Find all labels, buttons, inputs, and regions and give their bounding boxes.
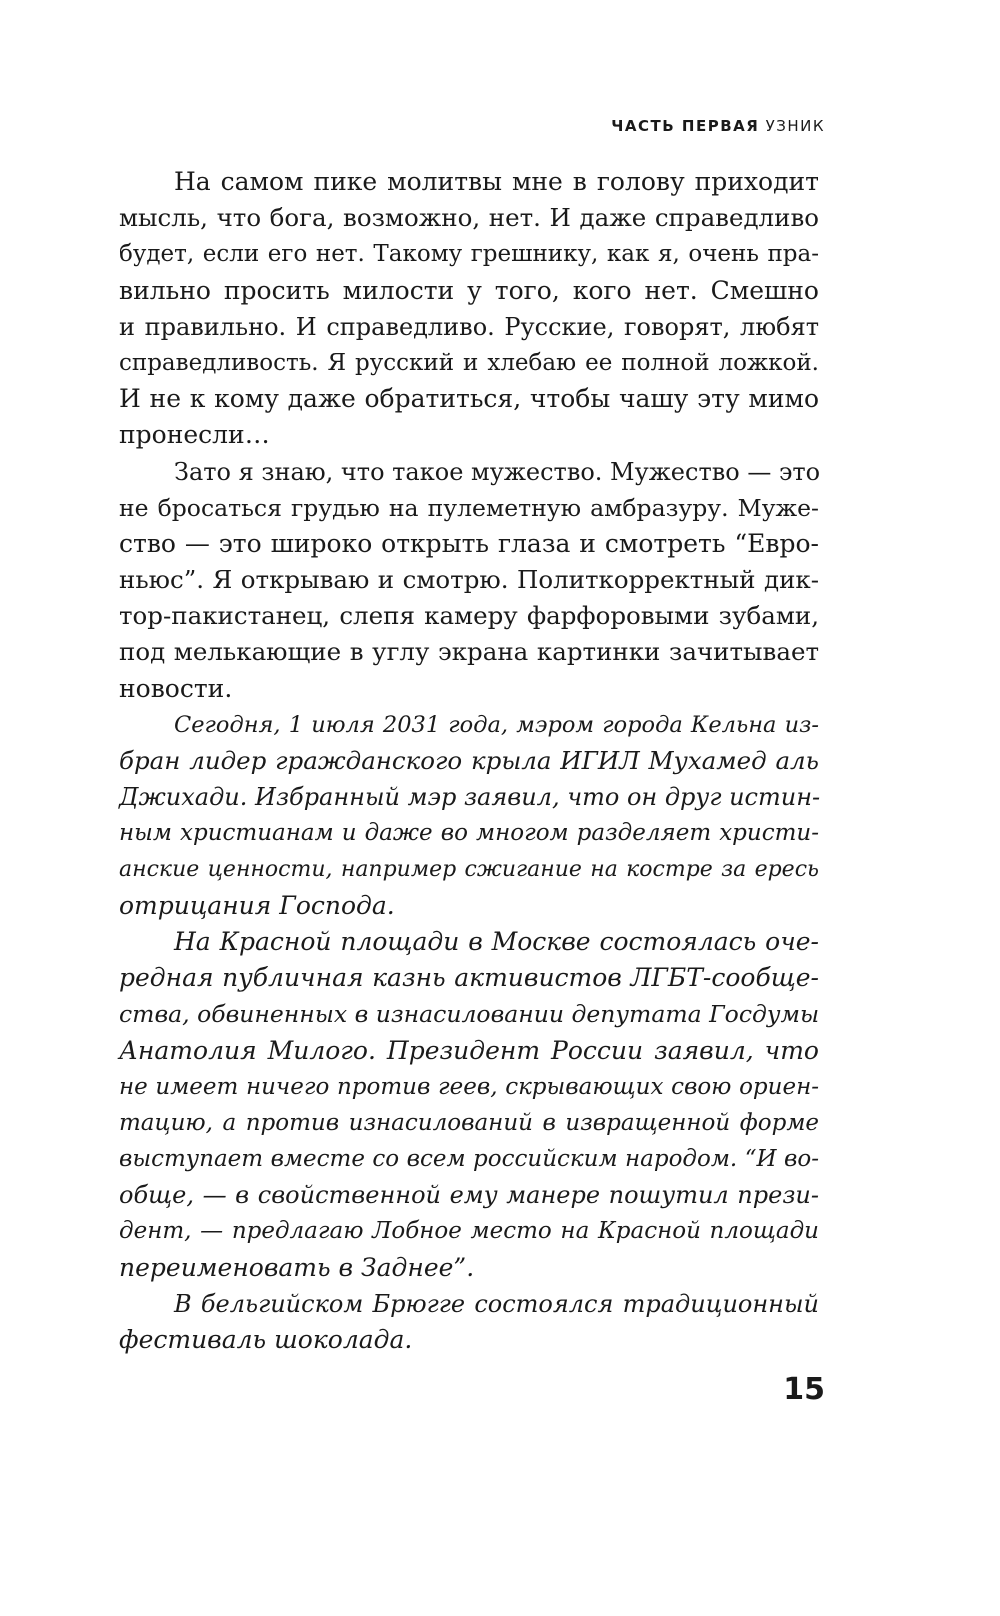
- text-line: пронесли…: [119, 420, 270, 450]
- text-line: ным христианам и даже во многом разделяет христи-: [119, 820, 819, 847]
- text-line: Джихади. Избранный мэр заявил, что он друг истин-: [119, 783, 821, 812]
- part-title: ЧАСТЬ ПЕРВАЯ: [611, 117, 760, 135]
- text-line: будет, если его нет. Такому грешнику, как я, очень пра-: [119, 241, 819, 268]
- paragraph-italic: [119, 1286, 819, 1358]
- text-line: вильно просить милости у того, кого нет. Смешно: [119, 275, 819, 305]
- text-line: Анатолия Милого. Президент России заявил, что: [119, 1035, 819, 1065]
- text-line: Зато я знаю, что такое мужество. Мужество — это: [174, 457, 821, 486]
- text-line: выступает вместе со всем российским народом. “И во-: [119, 1146, 819, 1173]
- text-line: не бросаться грудью на пулеметную амбразуру. Муже-: [119, 493, 819, 522]
- text-line: Сегодня, 1 июля 2031 года, мэром города Кельна из-: [174, 711, 819, 738]
- paragraph: [119, 164, 819, 454]
- text-line: ньюс”. Я открываю и смотрю. Политкорректный дик-: [119, 565, 819, 595]
- text-line: На самом пике молитвы мне в голову приходит: [174, 167, 819, 196]
- paragraph: [119, 454, 819, 707]
- text-line: мысль, что бога, возможно, нет. И даже справедливо: [119, 203, 819, 233]
- text-line: анские ценности, например сжигание на костре за ересь: [119, 856, 819, 882]
- text-line: под мелькающие в углу экрана картинки зачитывает: [119, 637, 819, 667]
- text-line: справедливость. Я русский и хлебаю ее полной ложкой.: [119, 349, 819, 376]
- text-line: В бельгийском Брюгге состоялся традиционный: [174, 1289, 819, 1318]
- paragraph-italic: [119, 707, 819, 924]
- text-line: тор-пакистанец, слепя камеру фарфоровыми зубами,: [119, 601, 819, 631]
- text-line: дент, — предлагаю Лобное место на Красной площади: [119, 1218, 819, 1245]
- text-line: переименовать в Заднее”.: [119, 1252, 475, 1282]
- text-line: тацию, а против изнасилований в извращенной форме: [119, 1109, 819, 1136]
- paragraph-italic: [119, 924, 819, 1286]
- text-line: редная публичная казнь активистов ЛГБТ-сообще-: [119, 963, 819, 993]
- text-line: не имеет ничего против геев, скрывающих свою ориен-: [119, 1073, 819, 1100]
- text-line: отрицания Господа.: [119, 890, 395, 920]
- text-line: бран лидер гражданского крыла ИГИЛ Мухамед аль: [119, 746, 819, 775]
- text-line: обще, — в свойственной ему манере пошутил прези-: [119, 1181, 819, 1210]
- text-line: новости.: [119, 673, 233, 703]
- text-line: На Красной площади в Москве состоялась оче-: [174, 926, 819, 956]
- text-line: И не к кому даже обратиться, чтобы чашу эту мимо: [119, 384, 819, 414]
- text-line: фестиваль шоколада.: [119, 1325, 413, 1354]
- page-number: 15: [783, 1372, 825, 1407]
- running-head: [611, 117, 825, 135]
- chapter-title: УЗНИК: [765, 117, 825, 135]
- body-text: [119, 164, 819, 1358]
- text-line: ства, обвиненных в изнасиловании депутата Госдумы: [119, 1000, 820, 1029]
- text-line: ство — это широко открыть глаза и смотреть “Евро-: [119, 528, 819, 558]
- text-line: и правильно. И справедливо. Русские, говорят, любят: [119, 312, 819, 341]
